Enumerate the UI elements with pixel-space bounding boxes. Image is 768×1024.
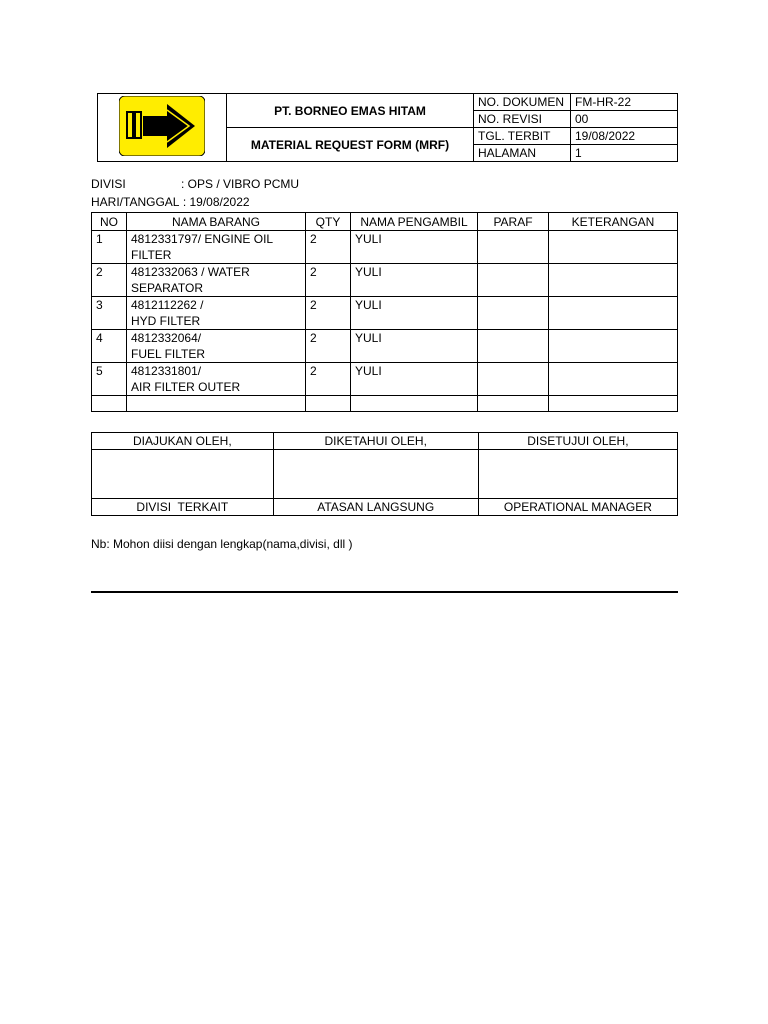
divisi-label: DIVISI	[91, 177, 126, 191]
cell-paraf	[478, 297, 549, 330]
meta-value-tgl-terbit: 19/08/2022	[571, 128, 678, 145]
divisi-value: : OPS / VIBRO PCMU	[181, 177, 300, 191]
column-header-paraf: PARAF	[478, 213, 549, 231]
table-row	[92, 363, 678, 396]
empty-table-row	[92, 396, 678, 412]
cell-qty	[306, 396, 351, 412]
cell-no	[92, 396, 127, 412]
signature-header-diajukan: DIAJUKAN OLEH,	[92, 433, 274, 450]
divider-line	[91, 591, 678, 593]
cell-no: 5	[92, 363, 127, 396]
signature-box-diajukan	[92, 450, 274, 499]
cell-no: 3	[92, 297, 127, 330]
meta-value-no-revisi: 00	[571, 111, 678, 128]
tanggal-label: HARI/TANGGAL	[91, 195, 180, 209]
cell-paraf	[478, 363, 549, 396]
signature-space-row	[92, 450, 678, 499]
cell-keterangan	[549, 330, 678, 363]
signature-role-manager: OPERATIONAL MANAGER	[478, 499, 677, 516]
column-header-nama-barang: NAMA BARANG	[127, 213, 306, 231]
footnote: Nb: Mohon diisi dengan lengkap(nama,divisi, dll )	[91, 537, 353, 551]
signature-header-row	[92, 433, 678, 450]
tanggal-line	[91, 195, 250, 209]
meta-label-halaman: HALAMAN	[474, 145, 571, 162]
signature-header-disetujui: DISETUJUI OLEH,	[478, 433, 677, 450]
cell-paraf	[478, 330, 549, 363]
cell-nama-pengambil: YULI	[351, 264, 478, 297]
cell-nama-barang: 4812332063 / WATER SEPARATOR	[127, 264, 306, 297]
cell-no: 2	[92, 264, 127, 297]
meta-label-no-revisi: NO. REVISI	[474, 111, 571, 128]
divisi-line	[91, 177, 299, 191]
table-row	[92, 330, 678, 363]
cell-nama-pengambil: YULI	[351, 363, 478, 396]
cell-nama-pengambil: YULI	[351, 231, 478, 264]
meta-value-halaman: 1	[571, 145, 678, 162]
cell-keterangan	[549, 297, 678, 330]
cell-paraf	[478, 264, 549, 297]
signature-box-diketahui	[273, 450, 478, 499]
form-title: MATERIAL REQUEST FORM (MRF)	[227, 128, 474, 162]
cell-nama-barang: 4812332064/ FUEL FILTER	[127, 330, 306, 363]
column-header-keterangan: KETERANGAN	[549, 213, 678, 231]
signature-box-disetujui	[478, 450, 677, 499]
column-header-nama-pengambil: NAMA PENGAMBIL	[351, 213, 478, 231]
cell-no: 4	[92, 330, 127, 363]
cell-nama-barang: 4812331797/ ENGINE OIL FILTER	[127, 231, 306, 264]
cell-qty: 2	[306, 231, 351, 264]
cell-no: 1	[92, 231, 127, 264]
cell-keterangan	[549, 363, 678, 396]
cell-qty: 2	[306, 297, 351, 330]
items-header-row	[92, 213, 678, 231]
cell-nama-barang: 4812112262 / HYD FILTER	[127, 297, 306, 330]
table-row	[92, 264, 678, 297]
table-row	[92, 231, 678, 264]
cell-nama-pengambil: YULI	[351, 330, 478, 363]
signature-table	[91, 432, 678, 516]
cell-keterangan	[549, 264, 678, 297]
column-header-qty: QTY	[306, 213, 351, 231]
signature-header-diketahui: DIKETAHUI OLEH,	[273, 433, 478, 450]
meta-label-no-dokumen: NO. DOKUMEN	[474, 94, 571, 111]
table-row	[92, 297, 678, 330]
cell-paraf	[478, 231, 549, 264]
cell-keterangan	[549, 231, 678, 264]
cell-paraf	[478, 396, 549, 412]
cell-nama-barang	[127, 396, 306, 412]
cell-nama-barang: 4812331801/ AIR FILTER OUTER	[127, 363, 306, 396]
company-logo-arrow-icon	[119, 96, 205, 156]
company-name: PT. BORNEO EMAS HITAM	[227, 94, 474, 128]
cell-nama-pengambil	[351, 396, 478, 412]
cell-qty: 2	[306, 330, 351, 363]
signature-role-atasan: ATASAN LANGSUNG	[273, 499, 478, 516]
meta-value-no-dokumen: FM-HR-22	[571, 94, 678, 111]
signature-role-row	[92, 499, 678, 516]
tanggal-value: : 19/08/2022	[182, 195, 250, 209]
document-header	[97, 93, 678, 162]
meta-label-tgl-terbit: TGL. TERBIT	[474, 128, 571, 145]
cell-nama-pengambil: YULI	[351, 297, 478, 330]
cell-qty: 2	[306, 363, 351, 396]
column-header-no: NO	[92, 213, 127, 231]
company-logo-cell	[98, 94, 227, 162]
cell-keterangan	[549, 396, 678, 412]
signature-role-divisi: DIVISI TERKAIT	[92, 499, 274, 516]
items-table	[91, 212, 678, 412]
cell-qty: 2	[306, 264, 351, 297]
